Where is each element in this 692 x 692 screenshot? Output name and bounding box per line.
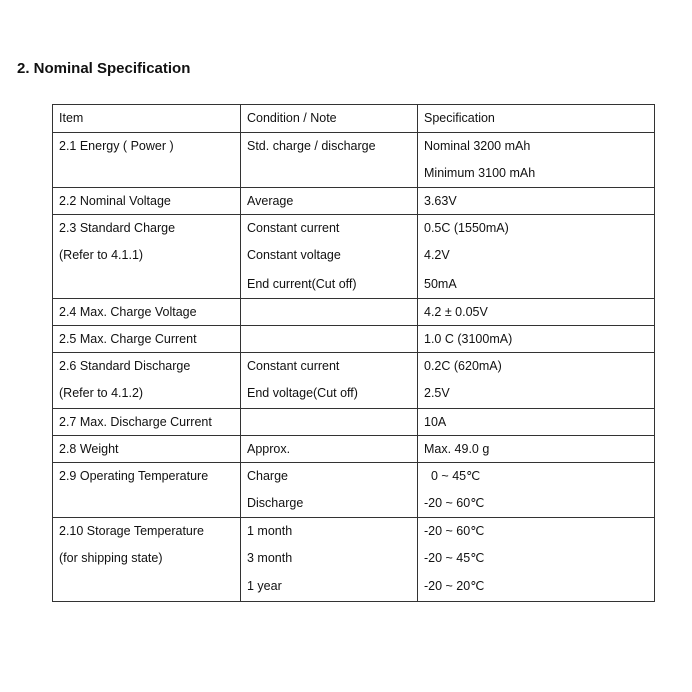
condition-cell [241, 462, 418, 517]
specification-cell [418, 133, 655, 188]
table-header-row [53, 105, 655, 133]
condition-cell [241, 133, 418, 188]
table-row [53, 408, 655, 435]
cell-text [241, 326, 417, 352]
cell-text: 2.1 Energy ( Power ) [59, 139, 174, 153]
cell-text: 2.4 Max. Charge Voltage [59, 305, 197, 320]
cell-text: 1.0 C (3100mA) [424, 332, 513, 347]
cell-text: 2.10 Storage Temperature [59, 523, 205, 538]
cell-text: Approx. [247, 441, 291, 456]
table-body [53, 133, 655, 602]
cell-text: 2.6 Standard Discharge [59, 359, 191, 374]
cell-text: -20 ~ 45℃ [424, 550, 485, 565]
cell-text [241, 409, 417, 435]
spec-table [52, 104, 655, 602]
cell-text: Max. 49.0 g [424, 441, 490, 456]
cell-text: End current(Cut off) [247, 276, 357, 291]
item-cell [53, 517, 241, 601]
item-cell [53, 188, 241, 215]
table-row [53, 326, 655, 353]
cell-text: Constant voltage [247, 248, 341, 263]
item-cell [53, 353, 241, 408]
cell-text: -20 ~ 60℃ [424, 523, 485, 538]
specification-cell [418, 353, 655, 408]
cell-text: 0.2C (620mA) [424, 359, 502, 374]
cell-text: 2.7 Max. Discharge Current [59, 414, 212, 429]
column-header-specification: Specification [418, 105, 655, 133]
specification-cell [418, 299, 655, 326]
cell-text [241, 159, 417, 187]
condition-cell [241, 353, 418, 408]
cell-text: Minimum 3100 mAh [424, 166, 536, 180]
cell-text: 2.5V [424, 386, 450, 401]
cell-text: (Refer to 4.1.1) [59, 248, 144, 263]
cell-text: -20 ~ 20℃ [424, 579, 485, 594]
cell-text: Nominal 3200 mAh [424, 139, 531, 153]
table-row [53, 462, 655, 517]
cell-text: Constant current [247, 359, 340, 374]
section-heading: 2. Nominal Specification [17, 60, 191, 77]
cell-text: 2.2 Nominal Voltage [59, 194, 171, 209]
cell-text: 4.2 ± 0.05V [424, 305, 488, 320]
cell-text: Charge [247, 468, 288, 483]
cell-text: 2.9 Operating Temperature [59, 468, 209, 483]
item-cell [53, 408, 241, 435]
table-row [53, 133, 655, 188]
cell-text: 4.2V [424, 248, 450, 263]
specification-cell [418, 462, 655, 517]
condition-cell [241, 299, 418, 326]
condition-cell [241, 435, 418, 462]
item-cell [53, 462, 241, 517]
specification-cell [418, 408, 655, 435]
cell-text: 10A [424, 414, 447, 429]
column-header-condition: Condition / Note [241, 105, 418, 133]
table-row [53, 435, 655, 462]
column-header-item: Item [53, 105, 241, 133]
item-cell [53, 133, 241, 188]
table-row [53, 353, 655, 408]
table-row [53, 215, 655, 299]
condition-cell [241, 188, 418, 215]
cell-text: 2.8 Weight [59, 441, 119, 456]
specification-cell [418, 215, 655, 299]
cell-text: (Refer to 4.1.2) [59, 386, 144, 401]
cell-text: 2.3 Standard Charge [59, 221, 176, 236]
specification-cell [418, 188, 655, 215]
specification-cell [418, 517, 655, 601]
cell-text [241, 299, 417, 325]
cell-text: 3 month [247, 550, 293, 565]
cell-text: 1 month [247, 523, 293, 538]
condition-cell [241, 408, 418, 435]
specification-cell [418, 326, 655, 353]
item-cell [53, 299, 241, 326]
condition-cell [241, 326, 418, 353]
cell-text: -20 ~ 60℃ [424, 495, 485, 510]
cell-text: 2.5 Max. Charge Current [59, 332, 197, 347]
table-row [53, 517, 655, 601]
table-row [53, 299, 655, 326]
cell-text: Average [247, 194, 294, 209]
item-cell [53, 326, 241, 353]
table-row [53, 188, 655, 215]
cell-text: (for shipping state) [59, 550, 163, 565]
cell-text: Discharge [247, 495, 304, 510]
cell-text: 50mA [424, 276, 457, 291]
cell-text: Std. charge / discharge [247, 139, 376, 153]
cell-text: Constant current [247, 221, 340, 236]
item-cell [53, 435, 241, 462]
specification-cell [418, 435, 655, 462]
cell-text: End voltage(Cut off) [247, 386, 358, 401]
cell-text: 1 year [247, 579, 282, 594]
condition-cell [241, 517, 418, 601]
cell-text: 0 ~ 45℃ [431, 468, 481, 483]
cell-text: 3.63V [424, 194, 457, 209]
item-cell [53, 215, 241, 299]
condition-cell [241, 215, 418, 299]
cell-text: 0.5C (1550mA) [424, 221, 509, 236]
